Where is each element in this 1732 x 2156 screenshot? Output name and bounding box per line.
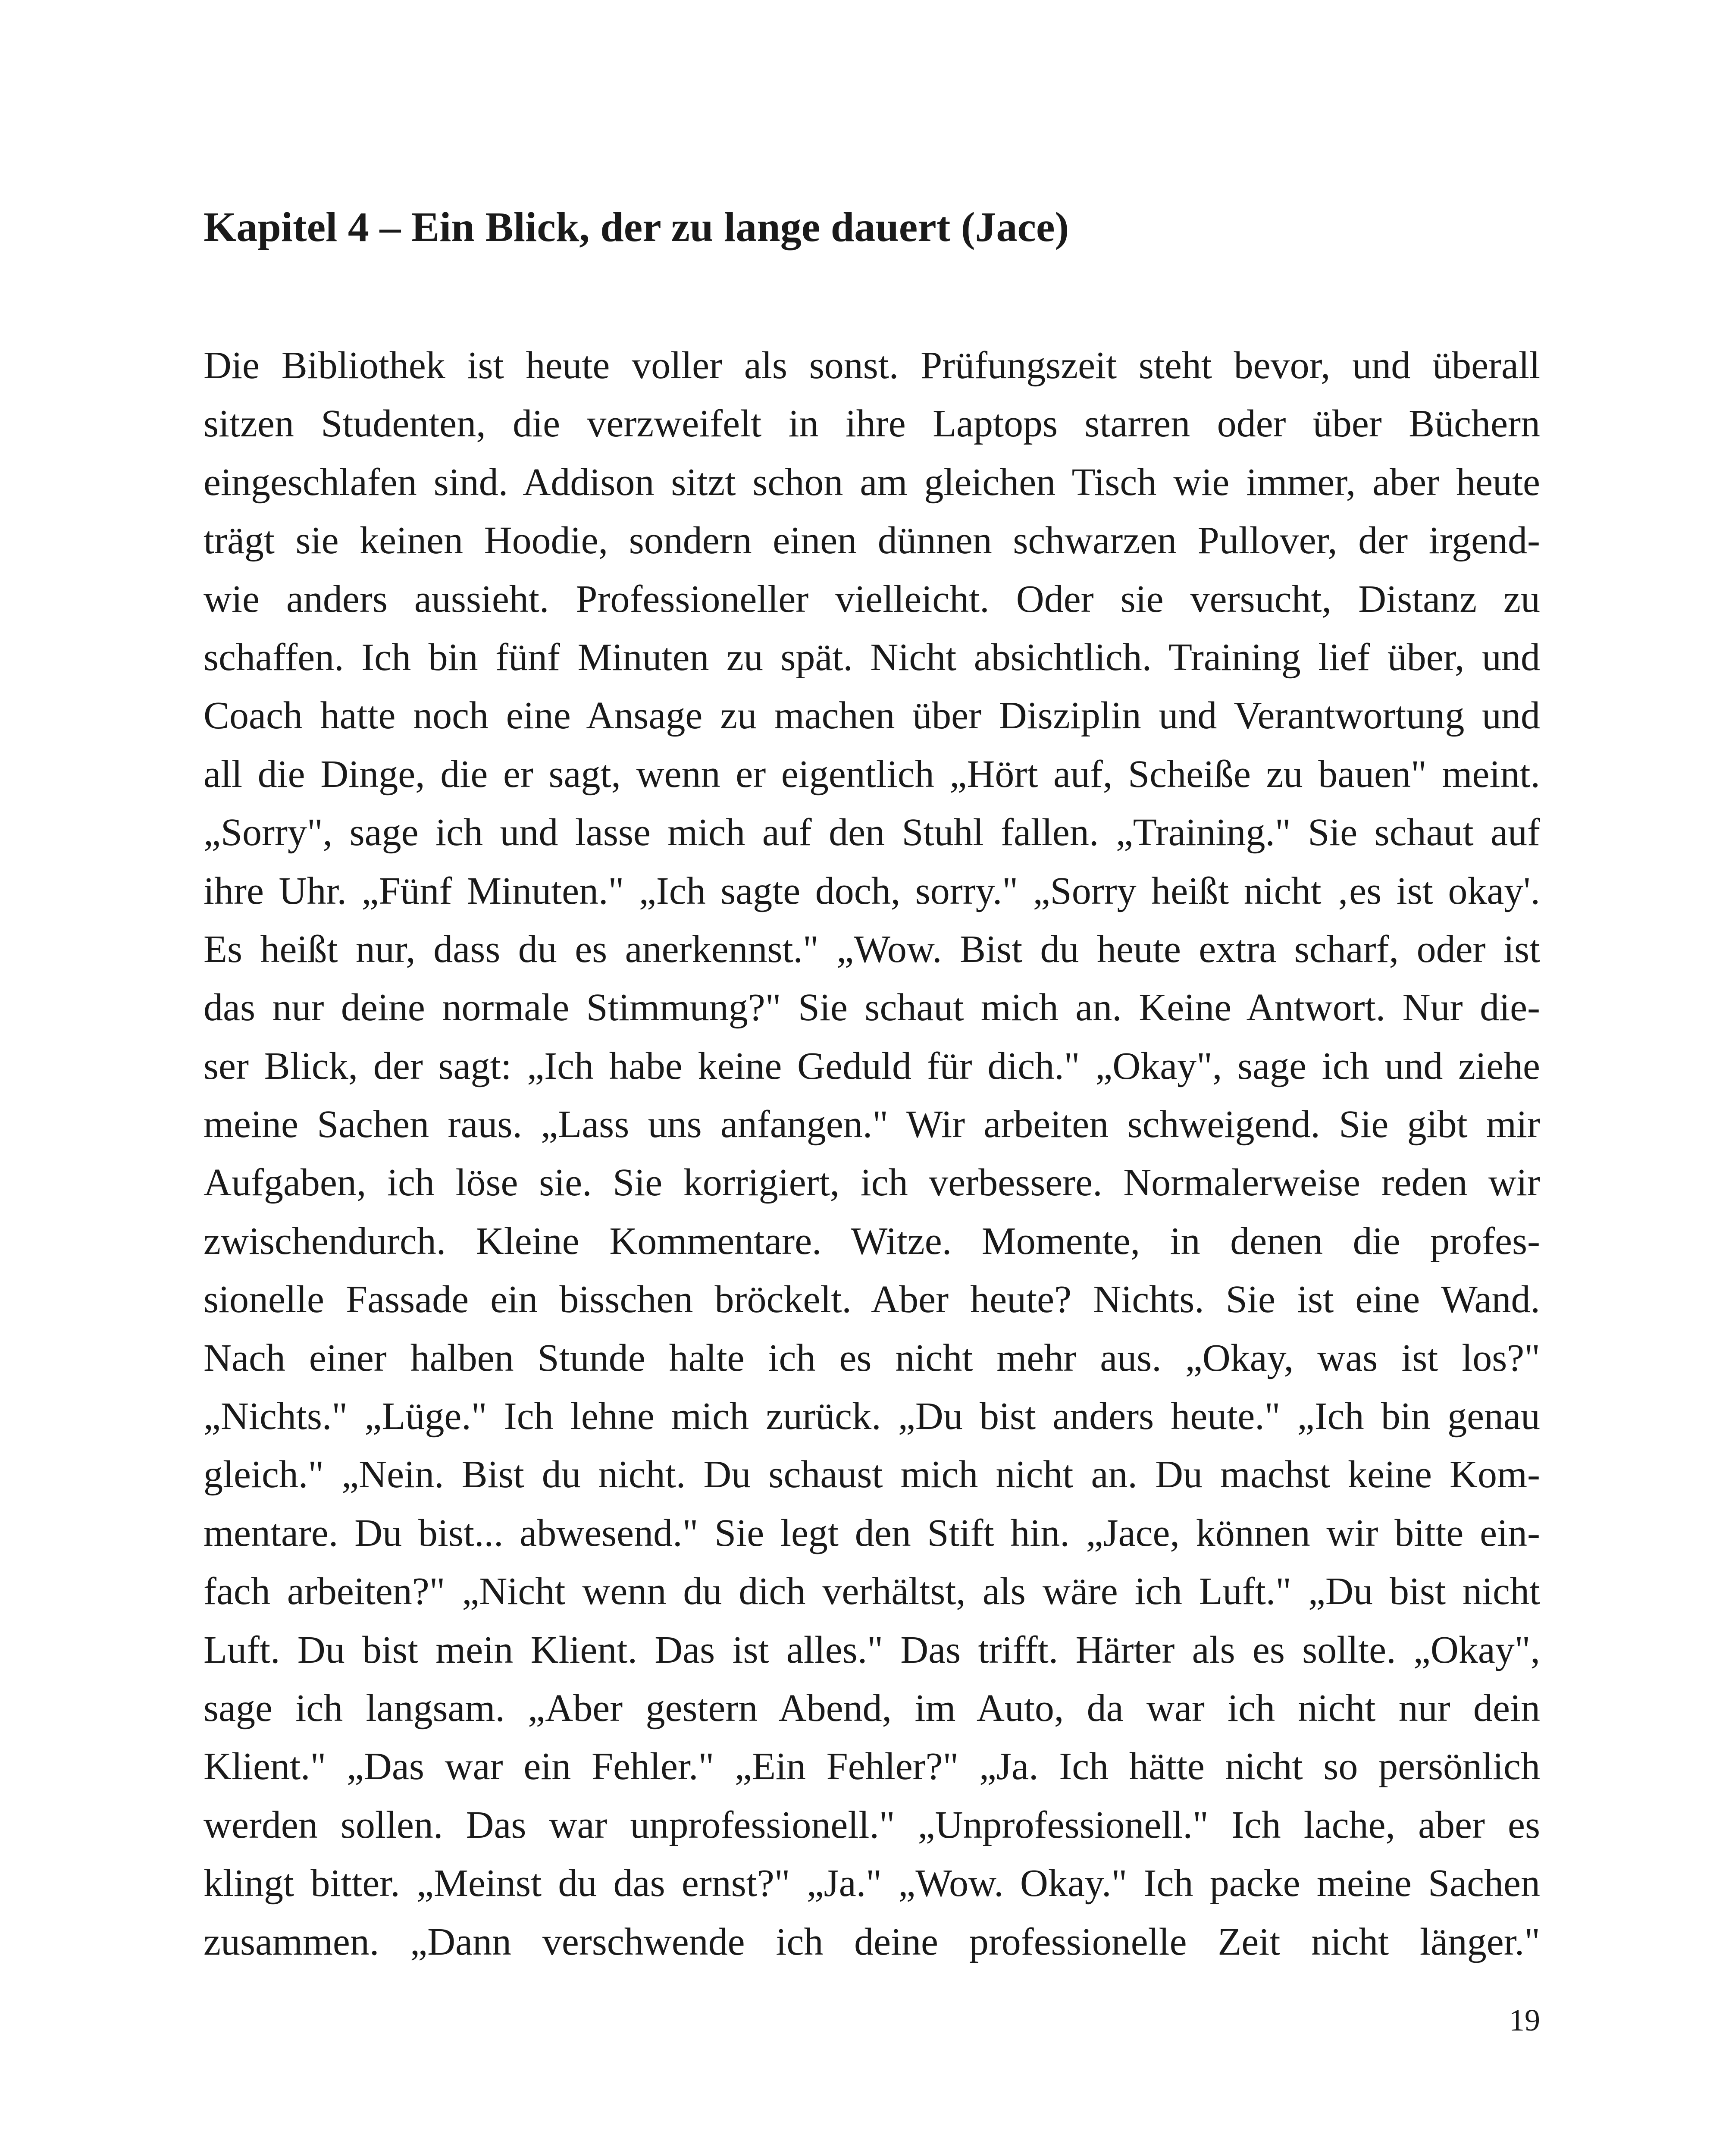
text-line: all die Dinge, die er sagt, wenn er eigentlich „Hört auf, Scheiße zu bauen" meint. [204,752,1540,796]
text-line: Aufgaben, ich löse sie. Sie korrigiert, ich verbessere. Normalerweise reden wir [204,1161,1540,1204]
text-line: „Sorry", sage ich und lasse mich auf den Stuhl fallen. „Training." Sie schaut auf [204,811,1540,854]
text-line: Klient." „Das war ein Fehler." „Ein Fehler?" „Ja. Ich hätte nicht so persönlich [204,1745,1540,1788]
text-line: fach arbeiten?" „Nicht wenn du dich verhältst, als wäre ich Luft." „Du bist nicht [204,1570,1540,1613]
text-line: zusammen. „Dann verschwende ich deine professionelle Zeit nicht länger." [204,1920,1540,1963]
text-line: Nach einer halben Stunde halte ich es nicht mehr aus. „Okay, was ist los?" [204,1336,1540,1379]
chapter-heading: Kapitel 4 – Ein Blick, der zu lange dauert (Jace) [204,204,1069,251]
text-line: sionelle Fassade ein bisschen bröckelt. Aber heute? Nichts. Sie ist eine Wand. [204,1278,1540,1321]
text-line: das nur deine normale Stimmung?" Sie schaut mich an. Keine Antwort. Nur die- [204,986,1540,1029]
text-line: sitzen Studenten, die verzweifelt in ihre Laptops starren oder über Büchern [204,402,1540,445]
text-line: trägt sie keinen Hoodie, sondern einen dünnen schwarzen Pullover, der irgend- [204,519,1540,562]
page-number: 19 [1509,2003,1540,2037]
text-line: Luft. Du bist mein Klient. Das ist alles." Das trifft. Härter als es sollte. „Okay", [204,1628,1540,1671]
chapter-body-text [204,336,1540,1971]
text-line: ihre Uhr. „Fünf Minuten." „Ich sagte doch, sorry." „Sorry heißt nicht ‚es ist okay'. [204,869,1540,912]
text-line: wie anders aussieht. Professioneller vielleicht. Oder sie versucht, Distanz zu [204,577,1540,620]
text-line: meine Sachen raus. „Lass uns anfangen." Wir arbeiten schweigend. Sie gibt mir [204,1103,1540,1146]
text-line: klingt bitter. „Meinst du das ernst?" „Ja." „Wow. Okay." Ich packe meine Sachen [204,1862,1540,1905]
text-line: Coach hatte noch eine Ansage zu machen über Disziplin und Verantwortung und [204,694,1540,737]
text-line: Es heißt nur, dass du es anerkennst." „Wow. Bist du heute extra scharf, oder ist [204,928,1540,971]
text-line: sage ich langsam. „Aber gestern Abend, im Auto, da war ich nicht nur dein [204,1686,1540,1730]
text-line: mentare. Du bist... abwesend." Sie legt den Stift hin. „Jace, können wir bitte ein- [204,1511,1540,1554]
text-line: Die Bibliothek ist heute voller als sonst. Prüfungszeit steht bevor, und überall [204,344,1540,387]
text-line: eingeschlafen sind. Addison sitzt schon am gleichen Tisch wie immer, aber heute [204,461,1540,504]
text-line: zwischendurch. Kleine Kommentare. Witze. Momente, in denen die profes- [204,1219,1540,1263]
text-line: ser Blick, der sagt: „Ich habe keine Geduld für dich." „Okay", sage ich und ziehe [204,1044,1540,1087]
text-line: „Nichts." „Lüge." Ich lehne mich zurück. „Du bist anders heute." „Ich bin genau [204,1395,1540,1438]
text-line: schaffen. Ich bin fünf Minuten zu spät. Nicht absichtlich. Training lief über, und [204,636,1540,679]
text-line: gleich." „Nein. Bist du nicht. Du schaust mich nicht an. Du machst keine Kom- [204,1453,1540,1496]
text-line: werden sollen. Das war unprofessionell." „Unprofessionell." Ich lache, aber es [204,1803,1540,1846]
